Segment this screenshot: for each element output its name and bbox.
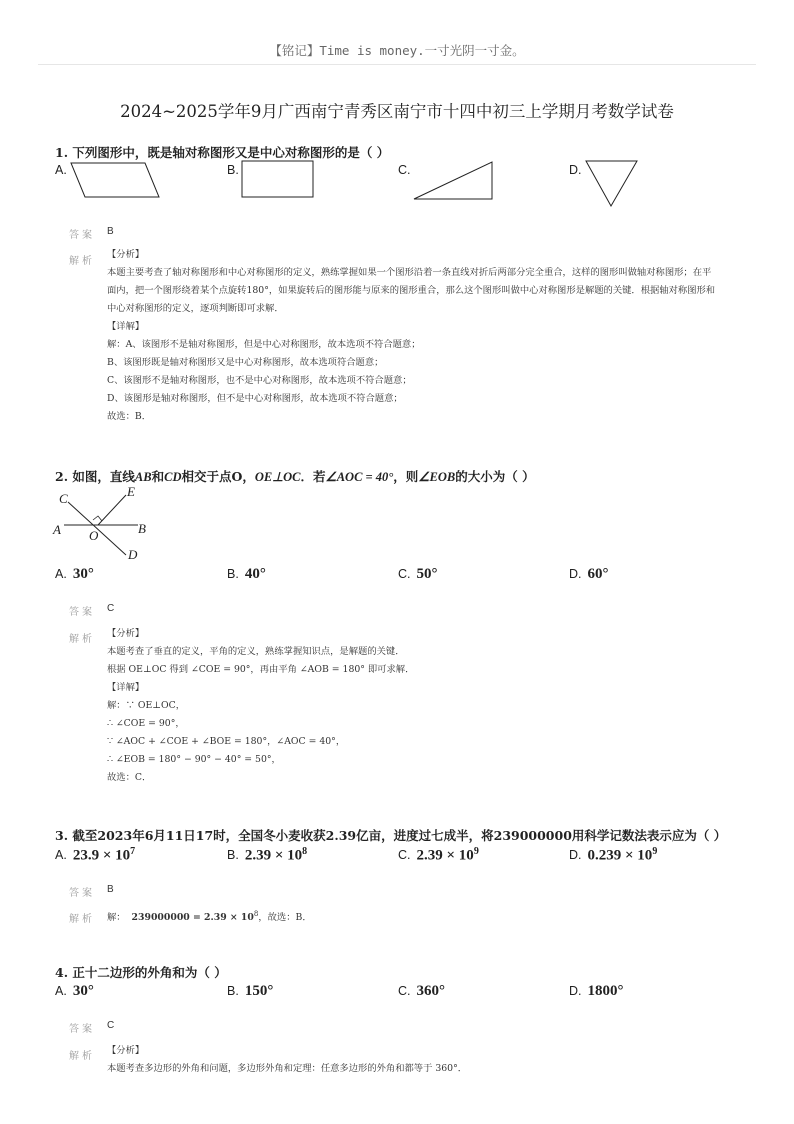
q4-analysis-line: 本题考查多边形的外角和问题，多边形外角和定理：任意多边形的外角和都等于 360°． [107, 1063, 468, 1074]
q3-option-a-value: 23.9 × 10 [72, 847, 131, 864]
q2-analysis-line: 解：∵ OE⊥OC， [107, 700, 186, 711]
q1-inverted-triangle-figure [583, 159, 639, 211]
q2-option-d-label: D. [569, 567, 582, 581]
q3-answer-label: 答案 [69, 888, 95, 899]
q3-option-a-label: A. [55, 848, 67, 863]
q2-analysis-line: 根据 OE⊥OC 得到 ∠COE = 90°，再由平角 ∠AOB = 180° 即可求解． [107, 664, 415, 675]
q4-option-b-value: 150° [244, 983, 274, 999]
q3-option-d[interactable] [569, 846, 657, 864]
q2-stem-math: AB [134, 470, 152, 484]
q2-option-a-label: A. [55, 567, 67, 581]
q2-stem-text: 相交于点O， [181, 469, 255, 484]
q2-stem-math: ∠AOC = 40° [325, 470, 394, 484]
q3-analysis [107, 905, 719, 927]
q2-analysis-line: ∴ ∠COE = 90°， [107, 718, 185, 729]
q4-option-c-value: 360° [416, 983, 445, 999]
q3-option-d-exponent: 9 [652, 846, 658, 857]
q1-option-c-label: C. [398, 163, 411, 177]
q4-analysis-label: 解析 [69, 1051, 95, 1062]
q2-option-c[interactable] [398, 566, 438, 583]
header-motto: 【铭记】Time is money.一寸光阴一寸金。 [269, 43, 525, 58]
q1-answer: B [107, 226, 114, 237]
q2-analysis-line: 【详解】 [107, 682, 145, 693]
q2-analysis-line: 【分析】 [107, 628, 145, 639]
q3-option-c-label: C. [398, 848, 411, 863]
q3-option-b-exponent: 8 [302, 846, 308, 857]
q3-option-a-exponent: 7 [130, 846, 136, 857]
q1-right-triangle-figure [412, 159, 496, 203]
q3-analysis-math: 239000000 = 2.39 × 10 [131, 912, 254, 924]
question-2-stem [55, 467, 535, 485]
q4-option-d-label: D. [569, 984, 582, 998]
q3-analysis-label: 解析 [69, 914, 95, 925]
q4-option-c-label: C. [398, 984, 411, 998]
q2-analysis-label: 解析 [69, 634, 95, 645]
q4-option-d-value: 1800° [587, 983, 624, 999]
q4-option-a-label: A. [55, 984, 67, 998]
q2-option-c-label: C. [398, 567, 411, 581]
q2-point-b-label: B [138, 521, 146, 536]
q1-option-a-label: A. [55, 163, 67, 177]
q2-analysis-line: 故选：C． [107, 772, 152, 783]
question-4-stem: 4. 正十二边形的外角和为（ ） [55, 965, 227, 980]
q3-analysis-exponent: 8 [253, 910, 259, 918]
q3-analysis-suffix: ，故选：B． [258, 912, 312, 924]
q3-option-b[interactable] [227, 846, 307, 864]
q4-option-c[interactable] [398, 983, 445, 1000]
q2-stem-text: 和 [151, 469, 165, 484]
q2-analysis-line: 本题考查了垂直的定义，平角的定义，熟练掌握知识点，是解题的关键． [107, 646, 405, 657]
q3-option-a[interactable] [55, 846, 135, 864]
q4-option-a[interactable] [55, 983, 94, 1000]
q2-option-d[interactable] [569, 566, 609, 583]
q2-option-a[interactable] [55, 566, 94, 583]
q2-stem-text: 2. 如图，直线 [55, 469, 135, 484]
q2-answer-label: 答案 [69, 607, 95, 618]
q2-stem-math: CD [164, 470, 182, 484]
q1-analysis [107, 246, 719, 426]
q2-stem-math: ∠EOB [418, 470, 456, 484]
q4-option-d[interactable] [569, 983, 624, 1000]
q1-analysis-line: B、该图形既是轴对称图形又是中心对称图形，故本选项符合题意； [107, 357, 384, 368]
q2-stem-text: 的大小为（ ） [455, 469, 535, 484]
q2-point-d-label: D [128, 547, 138, 562]
q1-analysis-label: 解析 [69, 256, 95, 267]
q4-option-a-value: 30° [72, 983, 94, 999]
q1-parallelogram-figure [70, 160, 160, 200]
q2-point-a-label: A [53, 522, 61, 537]
q2-analysis-line: ∴ ∠EOB = 180° − 90° − 40° = 50°， [107, 754, 281, 765]
q1-rectangle-figure [240, 159, 316, 201]
q1-option-b-label: B. [227, 163, 239, 177]
q4-analysis [107, 1042, 719, 1078]
q3-analysis-prefix: 解： [107, 912, 126, 924]
q2-option-b-label: B. [227, 567, 239, 581]
q3-analysis-line [107, 905, 719, 927]
q4-answer-label: 答案 [69, 1024, 95, 1035]
q2-option-b-value: 40° [244, 566, 266, 582]
page-title: 2024~2025学年9月广西南宁青秀区南宁市十四中初三上学期月考数学试卷 [120, 102, 674, 121]
q2-analysis [107, 625, 719, 787]
q2-answer: C [107, 603, 115, 614]
q2-point-c-label: C [59, 491, 68, 506]
q3-option-b-label: B. [227, 848, 239, 863]
q2-point-e-label: E [127, 484, 135, 499]
q2-stem-math: OE⊥OC [254, 470, 301, 484]
q3-option-c-value: 2.39 × 10 [416, 847, 474, 864]
q3-option-d-label: D. [569, 848, 582, 863]
q2-analysis-line: ∵ ∠AOC + ∠COE + ∠BOE = 180°，∠AOC = 40°， [107, 736, 346, 747]
q3-option-b-value: 2.39 × 10 [244, 847, 303, 864]
q1-analysis-paragraph: 本题主要考查了轴对称图形和中心对称图形的定义，熟练掌握如果一个图形沿着一条直线对折后两部分完全重合，这样的图形叫做轴对称图形；在平面内，把一个图形绕着某个点旋转180°，如果旋转后的图形能与原来的图形重合，那么这个图形叫做中心对称图形是解题的关键．根据轴对称图形和中心对称图形的定义，逐项判断即可求解． [107, 267, 716, 314]
q1-analysis-line: 【详解】 [107, 321, 145, 332]
q4-option-b-label: B. [227, 984, 239, 998]
question-1-stem: 1. 下列图形中，既是轴对称图形又是中心对称图形的是（ ） [55, 145, 390, 160]
q2-point-o-label: O [89, 528, 99, 543]
q2-intersecting-lines-figure [50, 484, 150, 564]
q3-answer: B [107, 884, 114, 895]
q2-option-b[interactable] [227, 566, 266, 583]
q1-answer-label: 答案 [69, 230, 95, 241]
q4-answer: C [107, 1020, 115, 1031]
q1-analysis-line: 解：A、该图形不是轴对称图形，但是中心对称图形，故本选项不符合题意； [107, 339, 421, 350]
q2-option-a-value: 30° [72, 566, 94, 582]
q3-option-d-value: 0.239 × 10 [587, 847, 653, 864]
question-3-stem: 3. 截至2023年6月11日17时，全国冬小麦收获2.39亿亩，进度过七成半，将239000000用科学记数法表示应为（ ） [55, 828, 727, 843]
q4-analysis-line: 【分析】 [107, 1045, 145, 1056]
q3-option-c-exponent: 9 [473, 846, 479, 857]
q3-option-c[interactable] [398, 846, 479, 864]
q2-option-d-value: 60° [587, 566, 609, 582]
q1-analysis-line: D、该图形是轴对称图形，但不是中心对称图形，故本选项不符合题意； [107, 393, 403, 404]
q1-analysis-line: 【分析】 [107, 249, 145, 260]
q2-option-c-value: 50° [416, 566, 438, 582]
q4-option-b[interactable] [227, 983, 273, 1000]
q1-analysis-line: 故选：B． [107, 411, 152, 422]
q1-option-d-label: D. [569, 163, 582, 177]
header-divider [38, 64, 756, 65]
q1-analysis-line: C、该图形不是轴对称图形，也不是中心对称图形，故本选项不符合题意； [107, 375, 412, 386]
q2-stem-text: ．若 [300, 469, 326, 484]
q2-stem-text: ，则 [393, 469, 419, 484]
